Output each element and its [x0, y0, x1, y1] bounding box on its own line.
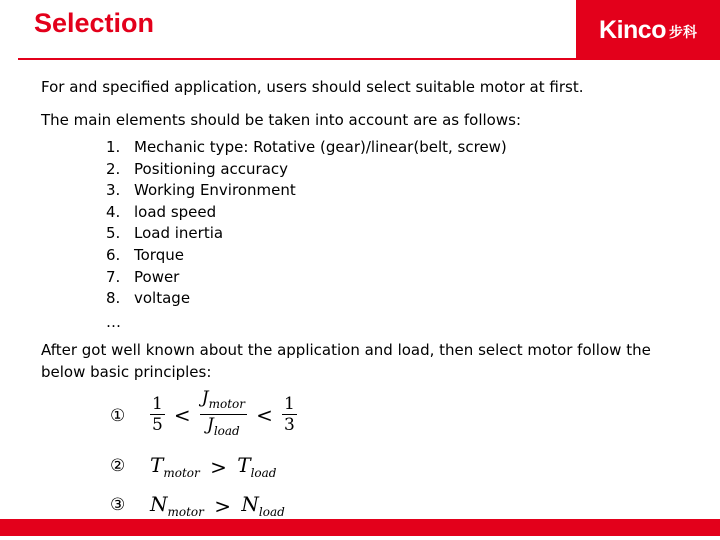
speed-formula: $N_{motor} > N_{load}$: [150, 492, 285, 519]
torque-formula: $T_{motor} > T_{load}$: [150, 453, 277, 480]
fraction-right: $\frac{1}{3}$: [283, 394, 295, 435]
elements-list: [106, 137, 507, 310]
list-item: 7. Power: [106, 267, 180, 286]
list-item: 3. Working Environment: [106, 181, 296, 200]
page-title: Selection: [34, 8, 155, 38]
header-divider: [18, 58, 720, 60]
logo-text: Kinco: [599, 15, 666, 44]
principle-marker-2: ②: [110, 456, 126, 476]
fraction-left: $\frac{1}{5}$: [152, 394, 163, 435]
principle-marker-3: ③: [110, 495, 126, 515]
inertia-ratio-formula: [150, 388, 297, 441]
logo-chinese: 步科: [668, 25, 697, 41]
less-than-symbol: <: [256, 402, 273, 427]
footer-bar: [0, 519, 720, 536]
elements-heading: The main elements should be taken into account are as follows:: [41, 111, 521, 129]
list-item: 2. Positioning accuracy: [106, 159, 289, 178]
list-item: 8. voltage: [106, 289, 191, 308]
intro-text: For and specified application, users should select suitable motor at first.: [41, 78, 584, 96]
less-than-symbol: <: [173, 402, 191, 427]
fraction-middle: $\frac{J_{motor}}{J_{load}}$: [200, 388, 247, 441]
principle-marker-1: ①: [110, 406, 126, 426]
list-item: 1. Mechanic type: Rotative (gear)/linear(belt, screw): [106, 138, 507, 156]
list-item: 4. load speed: [106, 202, 217, 221]
kinco-logo: [576, 0, 720, 60]
list-item: 6. Torque: [106, 245, 184, 264]
list-item: 5. Load inertia: [106, 224, 224, 243]
list-ellipsis: …: [106, 313, 121, 331]
principles-intro: After got well known about the application and load, then select motor follow the below basic principles:: [41, 341, 651, 381]
